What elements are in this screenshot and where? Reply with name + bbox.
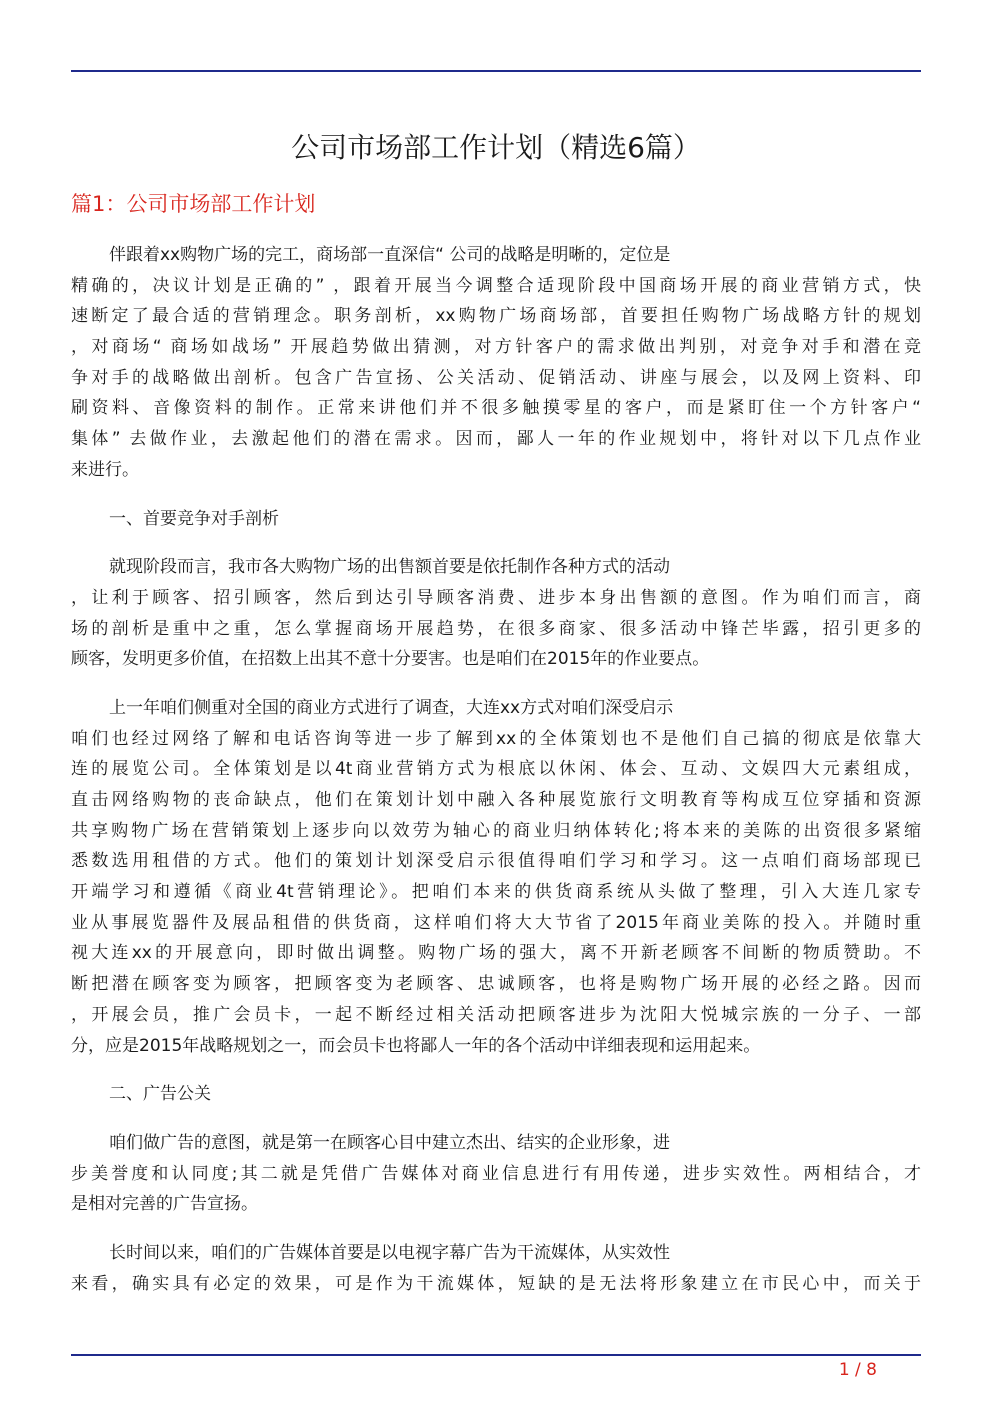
text-line: 断把潜在顾客变为顾客，把顾客变为老顾客、忠诚顾客，也将是购物广场开展的必经之路。因而 bbox=[71, 974, 921, 995]
text-line: 分，应是2015年战略规划之一，而会员卡也将鄙人一年的各个活动中详细表现和运用起来。 bbox=[71, 1035, 761, 1056]
text-line: 伴跟着xx购物广场的完工，商场部一直深信“ 公司的战略是明晰的，定位是 bbox=[109, 245, 671, 265]
document-body bbox=[71, 240, 921, 1299]
text-line: 速断定了最合适的营销理念。职务剖析，xx购物广场商场部，首要担任购物广场战略方针的规划 bbox=[71, 306, 921, 327]
text-line: 长时间以来，咱们的广告媒体首要是以电视字幕广告为干流媒体，从实效性 bbox=[109, 1242, 670, 1263]
paragraph-intro bbox=[71, 240, 921, 486]
text-line: 开端学习和遵循《商业4t营销理论》。把咱们本来的供货商系统从头做了整理，引入大连几家专 bbox=[71, 882, 921, 903]
text-line: ，开展会员，推广会员卡，一起不断经过相关活动把顾客进步为沈阳大悦城宗族的一分子、一部 bbox=[71, 1004, 921, 1025]
text-line: 集体” 去做作业，去激起他们的潜在需求。因而，鄙人一年的作业规划中，将针对以下几点作业 bbox=[71, 429, 921, 450]
text-line: 视大连xx的开展意向，即时做出调整。购物广场的强大，离不开新老顾客不间断的物质赞助。不 bbox=[71, 943, 921, 964]
paragraph-market-analysis bbox=[71, 552, 921, 675]
text-line: 直击网络购物的丧命缺点，他们在策划计划中融入各种展览旅行文明教育等构成互位穿插和资源 bbox=[71, 790, 921, 810]
text-line: 咱们做广告的意图，就是第一在顾客心目中建立杰出、结实的企业形象，进 bbox=[109, 1132, 670, 1153]
text-line: 是相对完善的广告宣扬。 bbox=[71, 1194, 258, 1215]
text-line: 一、首要竞争对手剖析 bbox=[109, 508, 279, 529]
subheading-advertising-pr bbox=[71, 1079, 921, 1110]
text-line: 二、广告公关 bbox=[109, 1084, 211, 1105]
subheading-competitor-analysis bbox=[71, 504, 921, 535]
text-line: ，让利于顾客、招引顾客，然后到达引导顾客消费、进步本身出售额的意图。作为咱们而言，商 bbox=[71, 587, 921, 608]
text-line: 业从事展览器件及展品租借的供货商，这样咱们将大大节省了2015年商业美陈的投入。并随时重 bbox=[71, 912, 921, 933]
text-line: 连的展览公司。全体策划是以4t商业营销方式为根底以休闲、体会、互动、文娱四大元素组成， bbox=[71, 759, 921, 780]
text-line: 刷资料、音像资料的制作。正常来讲他们并不很多触摸零星的客户，而是紧盯住一个方针客户“ bbox=[71, 398, 921, 419]
text-line: 来看，确实具有必定的效果，可是作为干流媒体，短缺的是无法将形象建立在市民心中，而关于 bbox=[71, 1273, 921, 1294]
text-line: 精确的，决议计划是正确的” ，跟着开展当今调整合适现阶段中国商场开展的商业营销方式，快 bbox=[71, 275, 921, 296]
text-line: 悉数选用租借的方式。他们的策划计划深受启示很值得咱们学习和学习。这一点咱们商场部现已 bbox=[71, 851, 921, 872]
text-line: 共享购物广场在营销策划上逐步向以效劳为轴心的商业归纳体转化;将本来的美陈的出资很多紧缩 bbox=[71, 820, 921, 841]
text-line: 就现阶段而言，我市各大购物广场的出售额首要是依托制作各种方式的活动 bbox=[109, 557, 670, 578]
section-heading: 篇1：公司市场部工作计划 bbox=[71, 192, 316, 216]
text-line: 步美誉度和认同度;其二就是凭借广告媒体对商业信息进行有用传递，进步实效性。两相结合，才 bbox=[71, 1163, 921, 1184]
text-line: 场的剖析是重中之重，怎么掌握商场开展趋势，在很多商家、很多活动中锋芒毕露，招引更多的 bbox=[71, 618, 921, 639]
paragraph-media bbox=[71, 1238, 921, 1299]
text-line: 咱们也经过网络了解和电话咨询等进一步了解到xx的全体策划也不是他们自己搞的彻底是依靠大 bbox=[71, 728, 921, 749]
page-number: 1 / 8 bbox=[838, 1360, 877, 1380]
paragraph-advertising-purpose bbox=[71, 1128, 921, 1220]
text-line: 来进行。 bbox=[71, 459, 139, 480]
footer-rule bbox=[71, 1354, 921, 1356]
text-line: ，对商场“ 商场如战场” 开展趋势做出猜测，对方针客户的需求做出判别，对竞争对手和潜在竞 bbox=[71, 337, 921, 358]
paragraph-dalian-study bbox=[71, 693, 921, 1061]
text-line: 顾客，发明更多价值，在招数上出其不意十分要害。也是咱们在2015年的作业要点。 bbox=[71, 649, 710, 670]
text-line: 上一年咱们侧重对全国的商业方式进行了调查，大连xx方式对咱们深受启示 bbox=[109, 697, 674, 718]
header-rule bbox=[71, 70, 921, 72]
text-line: 争对手的战略做出剖析。包含广告宣扬、公关活动、促销活动、讲座与展会，以及网上资料、印 bbox=[71, 367, 921, 388]
document-title: 公司市场部工作计划（精选6篇） bbox=[291, 131, 701, 164]
